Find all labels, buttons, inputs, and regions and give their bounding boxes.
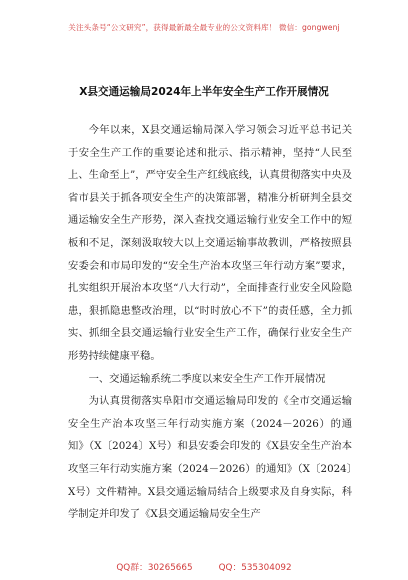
footer-qq-group: QQ群：30265665 [116, 563, 193, 573]
footer-contact [0, 560, 408, 573]
intro-paragraph: 今年以来，X县交通运输局深入学习领会习近平总书记关于安全生产工作的重要论述和批示、指示精神，坚持“人民至上、生命至上”，严守安全生产红线底线，认真贯彻落实中央及省市县关于抓各项安全生产的决策部署，精准分析研判全县交通运输安全生产形势，深入查找交通运输行业安全工作中的短板和不足，深刻汲取较大以上交通运输事故教训，严格按照县安委会和市局印发的“安全生产治本攻坚三年行动方案”要求，扎实组织开展治本攻坚“八大行动”，全面排查行业安全风险隐患，狠抓隐患整改治理，以“时时放心不下”的责任感，全力抓实、抓细全县交通运输行业安全生产工作，确保行业安全生产形势持续健康平稳。 [68, 124, 352, 362]
section-heading: 一、交通运输系统二季度以来安全生产工作开展情况 [88, 372, 326, 385]
document-title: X县交通运输局2024年上半年安全生产工作开展情况 [79, 86, 329, 98]
footer-qq: QQ：535304092 [218, 563, 292, 573]
header-promo-note: 关注头条号“公文研究”，获得最新最全最专业的公文资料库！ 微信：gongwenj [68, 23, 340, 32]
section-paragraph: 为认真贯彻落实阜阳市交通运输局印发的《全市交通运输安全生产治本攻坚三年行动实施方案（2024－2026）的通知》（X〔2024〕X号）和县安委会印发的《X县安全生产治本攻坚三年行动实施方案（2024－2026）的通知》（X〔2024〕X号）文件精神。X县交通运输局结合上级要求及自身实际，科学制定并印发了《X县交通运输局安全生产 [68, 395, 352, 521]
document-body [68, 119, 352, 526]
